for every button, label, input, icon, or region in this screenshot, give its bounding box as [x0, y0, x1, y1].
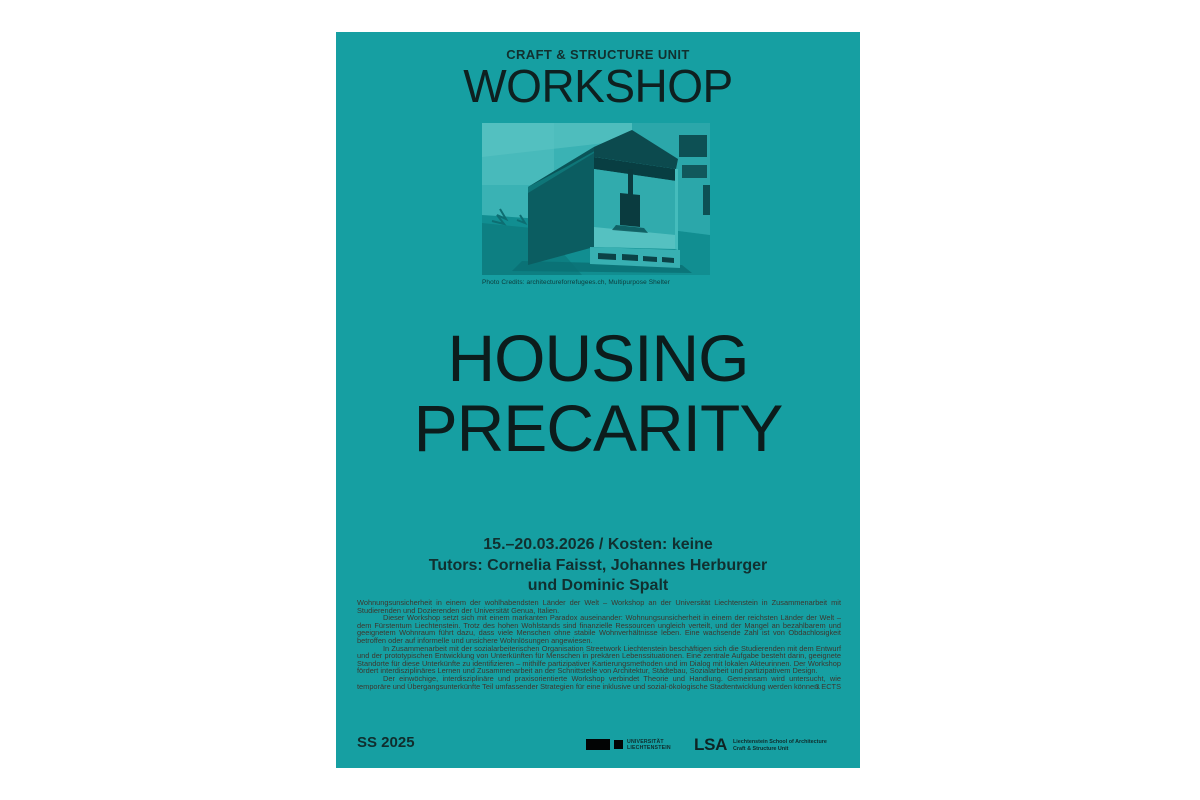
school-line-2: Craft & Structure Unit	[733, 745, 789, 752]
workshop-heading: WORKSHOP	[463, 60, 733, 112]
university-name-line-1: UNIVERSITÄT	[627, 739, 664, 745]
title-line-2: PRECARITY	[413, 391, 783, 465]
university-logo	[586, 739, 671, 751]
lsa-logo: LSA	[694, 735, 728, 754]
body-paragraph: Wohnungsunsicherheit in einem der wohlhabendsten Länder der Welt – Workshop an der Universität Liechtenstein in Zusammenarbeit mit Studierenden und Dozierenden der Universität Genua, Italien.	[357, 598, 841, 615]
university-logo-square-icon	[614, 740, 623, 749]
photo-caption: Photo Credits: architectureforrefugees.ch, Multipurpose Shelter	[482, 279, 671, 286]
tutors-line-1: Tutors: Cornelia Faisst, Johannes Herburger	[428, 556, 768, 574]
university-logo-rect-icon	[586, 739, 610, 750]
poster-title	[336, 323, 860, 463]
unit-label: CRAFT & STRUCTURE UNIT	[506, 47, 690, 62]
university-logo-text	[627, 739, 671, 751]
ects-label: 3 ECTS	[815, 681, 841, 691]
school-line-1: Liechtenstein School of Architecture	[733, 739, 827, 745]
body-paragraph: Dieser Workshop setzt sich mit einem markanten Paradox auseinander: Wohnungsunsicherheit in einem der reichsten Länder der Welt – dem Fürstentum Liechtenstein. Trotz des hohen Wohlstands sind finanzielle Ressourcen ungleich verteilt, und der Mangel an bezahlbarem und geeignetem Wohnraum führt dazu, dass viele Menschen ohne stabile Wohnverhältnisse leben. Eine wachsende Zahl ist von Obdachlosigkeit betroffen oder auf informelle und unsichere Wohnlösungen angewiesen.	[357, 613, 841, 645]
body-paragraph: Der einwöchige, interdisziplinäre und praxisorientierte Workshop verbindet Theorie und Handlung. Gemeinsam wird untersucht, wie temporäre und Übergangsunterkünfte Teil umfassender Strategien für eine inklusive und sozial-ökologische Stadtentwicklung werden können.	[357, 673, 841, 691]
workshop-poster	[336, 32, 860, 768]
shelter-photo-image	[482, 123, 710, 275]
university-name-line-2: LIECHTENSTEIN	[627, 745, 671, 751]
semester-label: SS 2025	[357, 734, 415, 751]
date-and-cost: 15.–20.03.2026 / Kosten: keine	[483, 536, 713, 553]
workshop-details	[336, 535, 860, 597]
body-paragraph: In Zusammenarbeit mit der sozialarbeiterischen Organisation Streetwork Liechtenstein beschäftigen sich die Studierenden mit dem Entwurf und der prototypischen Entwicklung von Unterkünften für Menschen in prekären Lebenssituationen. Eine zentrale Aufgabe besteht darin, geeignete Standorte für diese Unterkünfte zu identifizieren – mithilfe partizipativer Kartierungsmethoden und im Dialog mit lokalen Akteurinnen. Der Workshop fördert interdisziplinäres Lernen und Zusammenarbeit an der Schnittstelle von Architektur, Städtebau, Sozialarbeit und partizipativem Design.	[357, 643, 841, 676]
body-text	[357, 599, 841, 690]
school-label	[733, 739, 827, 752]
shelter-photo-svg	[482, 123, 710, 275]
title-line-1: HOUSING	[447, 321, 749, 395]
tutors-line-2: und Dominic Spalt	[527, 577, 669, 594]
